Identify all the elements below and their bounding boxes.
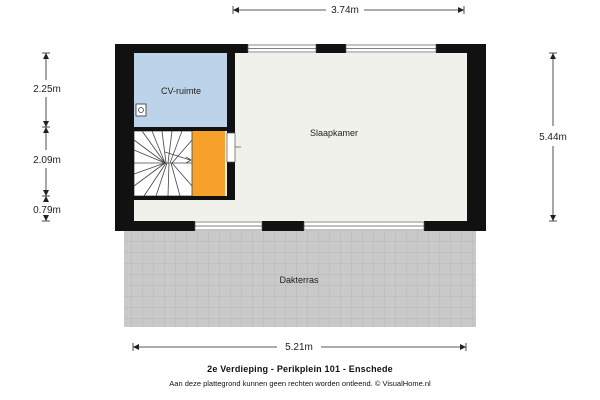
stair-landing	[192, 131, 225, 196]
credit-text: Aan deze plattegrond kunnen geen rechten worden ontleend. © VisualHome.nl	[169, 379, 431, 388]
cv-room-label: CV-ruimte	[160, 86, 202, 96]
dim-bottom-label: 5.21m	[285, 342, 313, 353]
bedroom-label: Slaapkamer	[309, 128, 359, 138]
plan-title: 2e Verdieping - Perikplein 101 - Enschede	[207, 364, 393, 374]
dim-left	[42, 53, 50, 221]
terrace-label: Dakterras	[279, 275, 319, 285]
dim-left-2-label: 2.09m	[33, 155, 61, 166]
dim-right-label: 5.44m	[539, 132, 567, 143]
staircase-icon	[134, 131, 192, 196]
dim-left-3-label: 0.79m	[33, 205, 61, 216]
dim-top-label: 3.74m	[331, 5, 359, 16]
boiler-icon	[136, 104, 146, 116]
dim-left-1-label: 2.25m	[33, 84, 61, 95]
